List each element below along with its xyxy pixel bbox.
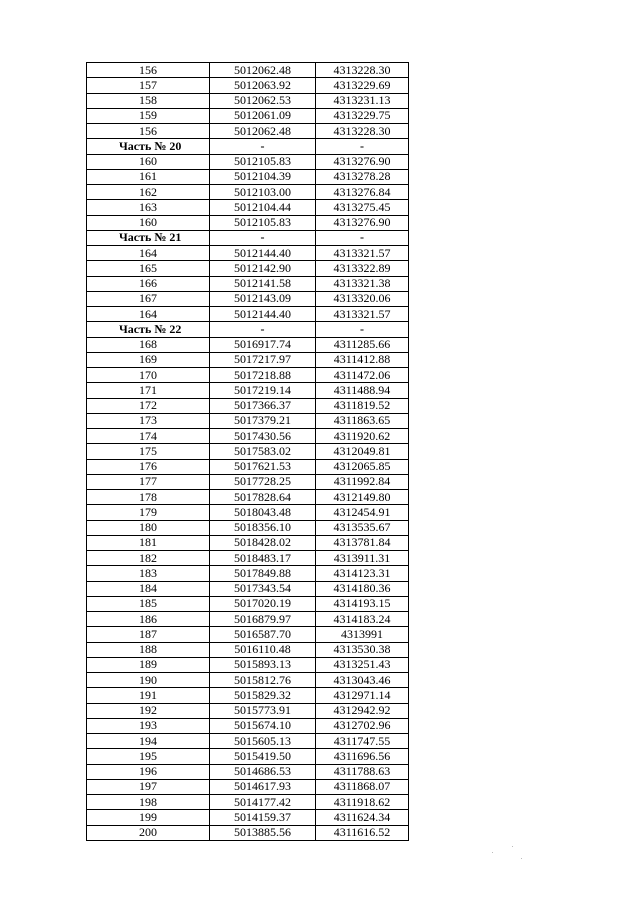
- x-coordinate-cell: 5012103.00: [210, 185, 316, 200]
- scan-speck: [512, 846, 513, 847]
- point-number-cell: 163: [87, 200, 210, 215]
- x-coordinate-cell: -: [210, 322, 316, 337]
- table-row: [87, 108, 409, 123]
- y-coordinate-cell: 4314180.36: [316, 581, 409, 596]
- y-coordinate-cell: 4313251.43: [316, 657, 409, 672]
- y-coordinate-cell: 4311412.88: [316, 352, 409, 367]
- point-number-cell: 192: [87, 703, 210, 718]
- point-number-cell: 168: [87, 337, 210, 352]
- y-coordinate-cell: 4311624.34: [316, 810, 409, 825]
- point-number-cell: 156: [87, 63, 210, 78]
- y-coordinate-cell: 4312049.81: [316, 444, 409, 459]
- coordinates-table-body: [87, 63, 409, 841]
- y-coordinate-cell: 4311472.06: [316, 368, 409, 383]
- x-coordinate-cell: 5012105.83: [210, 154, 316, 169]
- table-row: [87, 703, 409, 718]
- part-label-cell: Часть № 22: [87, 322, 210, 337]
- table-row: [87, 627, 409, 642]
- point-number-cell: 175: [87, 444, 210, 459]
- table-row: [87, 566, 409, 581]
- point-number-cell: 160: [87, 215, 210, 230]
- point-number-cell: 181: [87, 535, 210, 550]
- y-coordinate-cell: -: [316, 322, 409, 337]
- table-row: [87, 749, 409, 764]
- coordinates-table: [86, 62, 409, 841]
- y-coordinate-cell: 4311285.66: [316, 337, 409, 352]
- table-row: [87, 795, 409, 810]
- table-row: [87, 612, 409, 627]
- point-number-cell: 158: [87, 93, 210, 108]
- point-number-cell: 170: [87, 368, 210, 383]
- x-coordinate-cell: 5012062.53: [210, 93, 316, 108]
- point-number-cell: 194: [87, 734, 210, 749]
- y-coordinate-cell: 4313991: [316, 627, 409, 642]
- y-coordinate-cell: 4314123.31: [316, 566, 409, 581]
- point-number-cell: 183: [87, 566, 210, 581]
- table-row: [87, 596, 409, 611]
- x-coordinate-cell: 5012063.92: [210, 78, 316, 93]
- y-coordinate-cell: 4313322.89: [316, 261, 409, 276]
- y-coordinate-cell: 4312971.14: [316, 688, 409, 703]
- y-coordinate-cell: 4313321.57: [316, 246, 409, 261]
- x-coordinate-cell: 5014159.37: [210, 810, 316, 825]
- y-coordinate-cell: 4313276.90: [316, 154, 409, 169]
- y-coordinate-cell: 4313535.67: [316, 520, 409, 535]
- x-coordinate-cell: 5017343.54: [210, 581, 316, 596]
- y-coordinate-cell: 4311616.52: [316, 825, 409, 840]
- y-coordinate-cell: 4313231.13: [316, 93, 409, 108]
- point-number-cell: 191: [87, 688, 210, 703]
- point-number-cell: 166: [87, 276, 210, 291]
- table-row: [87, 215, 409, 230]
- x-coordinate-cell: 5012104.39: [210, 169, 316, 184]
- y-coordinate-cell: 4313228.30: [316, 63, 409, 78]
- table-row: [87, 718, 409, 733]
- point-number-cell: 176: [87, 459, 210, 474]
- table-row: [87, 307, 409, 322]
- table-row: [87, 368, 409, 383]
- table-row: [87, 673, 409, 688]
- x-coordinate-cell: 5012141.58: [210, 276, 316, 291]
- x-coordinate-cell: 5015605.13: [210, 734, 316, 749]
- y-coordinate-cell: 4313320.06: [316, 291, 409, 306]
- y-coordinate-cell: 4313911.31: [316, 551, 409, 566]
- part-label-cell: Часть № 20: [87, 139, 210, 154]
- table-row: [87, 200, 409, 215]
- x-coordinate-cell: 5012062.48: [210, 124, 316, 139]
- x-coordinate-cell: 5014686.53: [210, 764, 316, 779]
- x-coordinate-cell: 5013885.56: [210, 825, 316, 840]
- x-coordinate-cell: 5017728.25: [210, 474, 316, 489]
- x-coordinate-cell: 5012143.09: [210, 291, 316, 306]
- table-row: [87, 383, 409, 398]
- point-number-cell: 184: [87, 581, 210, 596]
- table-row: [87, 291, 409, 306]
- table-row: [87, 779, 409, 794]
- x-coordinate-cell: 5016587.70: [210, 627, 316, 642]
- point-number-cell: 182: [87, 551, 210, 566]
- table-row: [87, 78, 409, 93]
- x-coordinate-cell: 5018483.17: [210, 551, 316, 566]
- table-row: [87, 93, 409, 108]
- part-header-row: [87, 230, 409, 245]
- x-coordinate-cell: 5012104.44: [210, 200, 316, 215]
- point-number-cell: 180: [87, 520, 210, 535]
- table-row: [87, 657, 409, 672]
- y-coordinate-cell: 4313276.84: [316, 185, 409, 200]
- point-number-cell: 173: [87, 413, 210, 428]
- x-coordinate-cell: 5017430.56: [210, 429, 316, 444]
- point-number-cell: 156: [87, 124, 210, 139]
- x-coordinate-cell: 5018428.02: [210, 535, 316, 550]
- point-number-cell: 171: [87, 383, 210, 398]
- table-row: [87, 185, 409, 200]
- point-number-cell: 159: [87, 108, 210, 123]
- y-coordinate-cell: 4311992.84: [316, 474, 409, 489]
- point-number-cell: 193: [87, 718, 210, 733]
- table-row: [87, 551, 409, 566]
- point-number-cell: 172: [87, 398, 210, 413]
- part-label-cell: Часть № 21: [87, 230, 210, 245]
- y-coordinate-cell: 4313043.46: [316, 673, 409, 688]
- table-row: [87, 474, 409, 489]
- table-row: [87, 444, 409, 459]
- y-coordinate-cell: 4313229.69: [316, 78, 409, 93]
- x-coordinate-cell: 5012105.83: [210, 215, 316, 230]
- y-coordinate-cell: 4313530.38: [316, 642, 409, 657]
- y-coordinate-cell: 4311920.62: [316, 429, 409, 444]
- y-coordinate-cell: 4311863.65: [316, 413, 409, 428]
- x-coordinate-cell: 5017366.37: [210, 398, 316, 413]
- table-row: [87, 429, 409, 444]
- x-coordinate-cell: 5016110.48: [210, 642, 316, 657]
- table-row: [87, 276, 409, 291]
- y-coordinate-cell: -: [316, 139, 409, 154]
- table-row: [87, 169, 409, 184]
- x-coordinate-cell: 5016879.97: [210, 612, 316, 627]
- table-row: [87, 124, 409, 139]
- x-coordinate-cell: 5012144.40: [210, 246, 316, 261]
- y-coordinate-cell: 4313229.75: [316, 108, 409, 123]
- table-row: [87, 63, 409, 78]
- table-row: [87, 688, 409, 703]
- y-coordinate-cell: 4311488.94: [316, 383, 409, 398]
- table-row: [87, 246, 409, 261]
- x-coordinate-cell: 5012062.48: [210, 63, 316, 78]
- table-row: [87, 154, 409, 169]
- y-coordinate-cell: -: [316, 230, 409, 245]
- point-number-cell: 162: [87, 185, 210, 200]
- table-row: [87, 459, 409, 474]
- point-number-cell: 199: [87, 810, 210, 825]
- table-row: [87, 337, 409, 352]
- table-row: [87, 261, 409, 276]
- y-coordinate-cell: 4311819.52: [316, 398, 409, 413]
- x-coordinate-cell: 5017217.97: [210, 352, 316, 367]
- point-number-cell: 165: [87, 261, 210, 276]
- point-number-cell: 195: [87, 749, 210, 764]
- x-coordinate-cell: 5014617.93: [210, 779, 316, 794]
- x-coordinate-cell: 5015674.10: [210, 718, 316, 733]
- point-number-cell: 190: [87, 673, 210, 688]
- point-number-cell: 161: [87, 169, 210, 184]
- table-row: [87, 505, 409, 520]
- point-number-cell: 160: [87, 154, 210, 169]
- point-number-cell: 169: [87, 352, 210, 367]
- table-row: [87, 413, 409, 428]
- point-number-cell: 174: [87, 429, 210, 444]
- y-coordinate-cell: 4312454.91: [316, 505, 409, 520]
- table-row: [87, 734, 409, 749]
- part-header-row: [87, 322, 409, 337]
- y-coordinate-cell: 4314183.24: [316, 612, 409, 627]
- point-number-cell: 198: [87, 795, 210, 810]
- x-coordinate-cell: 5017828.64: [210, 490, 316, 505]
- x-coordinate-cell: 5015419.50: [210, 749, 316, 764]
- x-coordinate-cell: 5015773.91: [210, 703, 316, 718]
- point-number-cell: 178: [87, 490, 210, 505]
- x-coordinate-cell: -: [210, 139, 316, 154]
- y-coordinate-cell: 4311918.62: [316, 795, 409, 810]
- x-coordinate-cell: 5015893.13: [210, 657, 316, 672]
- y-coordinate-cell: 4313781.84: [316, 535, 409, 550]
- y-coordinate-cell: 4313276.90: [316, 215, 409, 230]
- point-number-cell: 179: [87, 505, 210, 520]
- y-coordinate-cell: 4314193.15: [316, 596, 409, 611]
- point-number-cell: 186: [87, 612, 210, 627]
- x-coordinate-cell: 5012061.09: [210, 108, 316, 123]
- y-coordinate-cell: 4311868.07: [316, 779, 409, 794]
- table-row: [87, 810, 409, 825]
- y-coordinate-cell: 4313321.38: [316, 276, 409, 291]
- x-coordinate-cell: 5018356.10: [210, 520, 316, 535]
- table-row: [87, 764, 409, 779]
- x-coordinate-cell: 5017020.19: [210, 596, 316, 611]
- table-row: [87, 490, 409, 505]
- table-row: [87, 398, 409, 413]
- table-row: [87, 520, 409, 535]
- scan-speck: [521, 858, 522, 859]
- point-number-cell: 188: [87, 642, 210, 657]
- x-coordinate-cell: -: [210, 230, 316, 245]
- point-number-cell: 164: [87, 307, 210, 322]
- table-row: [87, 825, 409, 840]
- point-number-cell: 187: [87, 627, 210, 642]
- point-number-cell: 200: [87, 825, 210, 840]
- point-number-cell: 177: [87, 474, 210, 489]
- point-number-cell: 197: [87, 779, 210, 794]
- x-coordinate-cell: 5016917.74: [210, 337, 316, 352]
- x-coordinate-cell: 5015812.76: [210, 673, 316, 688]
- table-row: [87, 535, 409, 550]
- point-number-cell: 167: [87, 291, 210, 306]
- point-number-cell: 164: [87, 246, 210, 261]
- y-coordinate-cell: 4311747.55: [316, 734, 409, 749]
- table-row: [87, 352, 409, 367]
- table-row: [87, 581, 409, 596]
- y-coordinate-cell: 4313275.45: [316, 200, 409, 215]
- y-coordinate-cell: 4312149.80: [316, 490, 409, 505]
- y-coordinate-cell: 4312065.85: [316, 459, 409, 474]
- y-coordinate-cell: 4313321.57: [316, 307, 409, 322]
- y-coordinate-cell: 4312702.96: [316, 718, 409, 733]
- point-number-cell: 196: [87, 764, 210, 779]
- x-coordinate-cell: 5017218.88: [210, 368, 316, 383]
- x-coordinate-cell: 5015829.32: [210, 688, 316, 703]
- y-coordinate-cell: 4313278.28: [316, 169, 409, 184]
- x-coordinate-cell: 5017621.53: [210, 459, 316, 474]
- point-number-cell: 185: [87, 596, 210, 611]
- y-coordinate-cell: 4313228.30: [316, 124, 409, 139]
- x-coordinate-cell: 5017379.21: [210, 413, 316, 428]
- x-coordinate-cell: 5017849.88: [210, 566, 316, 581]
- part-header-row: [87, 139, 409, 154]
- x-coordinate-cell: 5014177.42: [210, 795, 316, 810]
- x-coordinate-cell: 5018043.48: [210, 505, 316, 520]
- y-coordinate-cell: 4311788.63: [316, 764, 409, 779]
- x-coordinate-cell: 5012142.90: [210, 261, 316, 276]
- x-coordinate-cell: 5017583.02: [210, 444, 316, 459]
- scan-speck: [492, 852, 493, 853]
- y-coordinate-cell: 4311696.56: [316, 749, 409, 764]
- y-coordinate-cell: 4312942.92: [316, 703, 409, 718]
- point-number-cell: 189: [87, 657, 210, 672]
- x-coordinate-cell: 5017219.14: [210, 383, 316, 398]
- x-coordinate-cell: 5012144.40: [210, 307, 316, 322]
- point-number-cell: 157: [87, 78, 210, 93]
- table-row: [87, 642, 409, 657]
